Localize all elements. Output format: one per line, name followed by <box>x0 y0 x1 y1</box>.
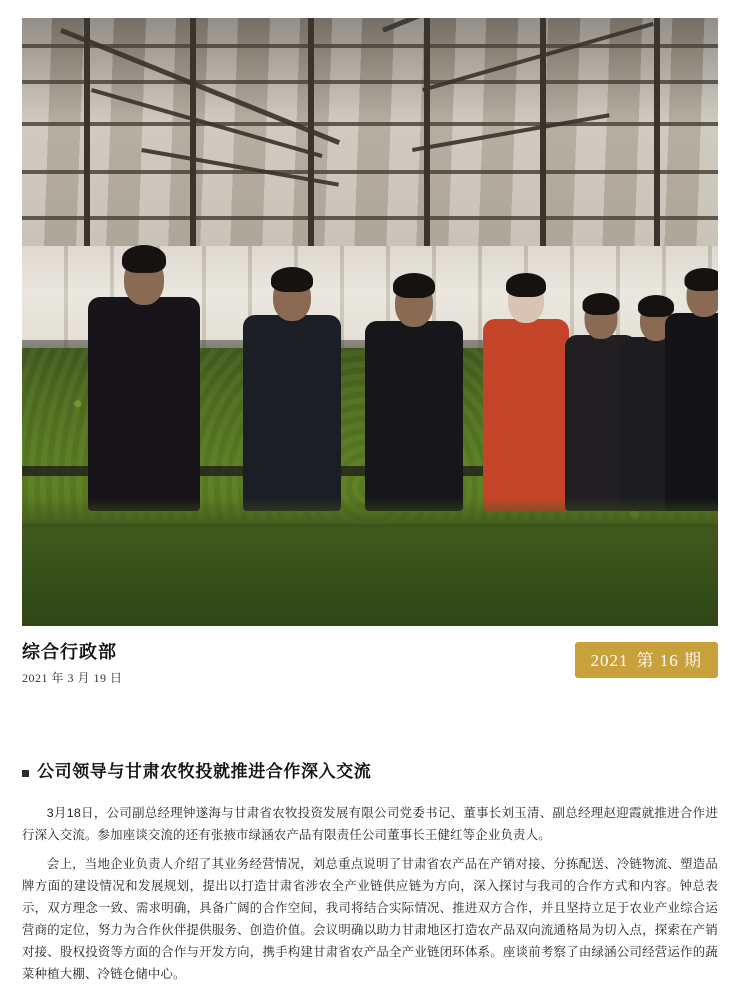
caption-row <box>22 640 718 692</box>
greenhouse-scene <box>22 18 718 626</box>
person-hair <box>393 273 435 298</box>
person-hair <box>271 267 313 292</box>
person-visitor-red-coat <box>480 265 572 511</box>
person-hair <box>685 268 719 291</box>
person-hair <box>506 273 546 297</box>
person-speaker <box>84 243 204 511</box>
publish-date: 2021 年 3 月 19 日 <box>22 671 123 685</box>
article-headline: 公司领导与甘肃农牧投就推进合作深入交流 <box>37 762 372 781</box>
person-visitor-1 <box>240 263 344 511</box>
person-visitor-2 <box>362 269 466 511</box>
article-paragraph: 会上，当地企业负责人介绍了其业务经营情况，刘总重点说明了甘肃省农产品在产销对接、分拣配送、冷链物流、塑造品牌方面的建设情况和发展规划，提出以打造甘肃省涉农全产业链供应链为方向，深入探讨与我司的合作方式和内容。钟总表示，双方理念一致、需求明确，具备广阔的合作空间，我司将结合实际情况、推进双方合作，并且坚持立足于农业产业综合运营商的定位，努力为合作伙伴提供服务、创造价值。会议明确以助力甘肃地区打造农产品双向流通格局为切入点，探索在产销对接、股权投资等方面的合作与开发方向，携手构建甘肃省农产品全产业链闭环体系。座谈前考察了由绿涵公司经营运作的蔬菜种植大棚、冷链仓储中心。 <box>22 857 718 981</box>
article <box>22 760 718 992</box>
person-hair <box>122 245 166 273</box>
person-coat <box>483 319 569 511</box>
foreground-seedlings <box>22 498 718 626</box>
person-coat <box>243 315 341 511</box>
person-coat <box>665 313 718 511</box>
people-group <box>62 236 682 511</box>
greenhouse-roof <box>22 18 718 250</box>
person-coat <box>88 297 200 511</box>
issue-year: 2021 <box>590 650 629 670</box>
article-paragraph: 3月18日，公司副总经理钟遂海与甘肃省农牧投资发展有限公司党委书记、董事长刘玉清、副总经理赵迎霞就推进合作进行深入交流。参加座谈交流的还有张掖市绿涵农产品有限责任公司董事长王健红等企业负责人。 <box>22 806 718 842</box>
person-coat <box>365 321 463 511</box>
department-name: 综合行政部 <box>22 642 117 662</box>
article-body <box>22 802 718 985</box>
person-hair <box>583 293 620 315</box>
hero-photo <box>22 18 718 626</box>
headline-row <box>22 760 718 784</box>
issue-badge <box>575 642 719 678</box>
issue-number: 第 16 期 <box>636 650 702 670</box>
person-visitor-5 <box>662 257 718 511</box>
bullet-square-icon <box>22 770 29 777</box>
